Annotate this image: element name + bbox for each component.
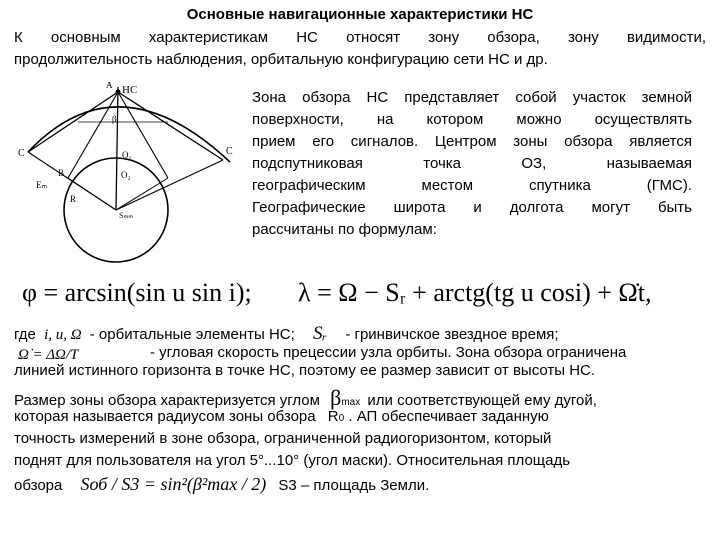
right-line-3: прием его сигналов. Центром зоны обзора является (252, 133, 692, 150)
label-r: R (70, 194, 77, 204)
inner-right (116, 178, 168, 210)
right-text-block (252, 87, 692, 241)
sr-text: - гринвичское звездное время; (345, 326, 559, 343)
r0-sub: 0 (338, 413, 345, 424)
label-b: В (58, 168, 65, 178)
label-c-right: С (226, 146, 233, 157)
label-c-left: С (18, 148, 25, 159)
lower-line-2: - угловая скорость прецессии узла орбиты. Зона обзора ограничена (150, 344, 627, 361)
label-beta: β (112, 114, 117, 124)
beta-sub: max (341, 397, 361, 408)
lower-line-8 (14, 474, 429, 495)
s3-text: S3 – площадь Земли. (278, 477, 430, 494)
sr-symbol: Sᵣ (312, 323, 328, 344)
intro-text-1: К основным характеристикам НС относят зону обзора, зону видимости, (14, 29, 706, 46)
where-label: где (14, 326, 36, 343)
right-line-7: рассчитаны по формулам: (252, 221, 437, 238)
tangent-right (118, 92, 223, 160)
lower-line-1 (14, 323, 559, 345)
label-s: Sₘₘ (119, 211, 134, 220)
line-left-b (68, 92, 118, 178)
obzora-label: обзора (14, 477, 63, 494)
right-line-6: Географические широта и долгота могут быть (252, 199, 692, 216)
right-line-2: поверхности, на котором можно осуществлять (252, 111, 692, 128)
orbit-symbols: i, u, Ω (44, 327, 82, 343)
page-title: Основные навигационные характеристики НС (186, 6, 534, 23)
satellite-point (116, 90, 121, 95)
right-line-5: географическим местом спутника (ГМС). (252, 177, 692, 194)
line4-start: Размер зоны обзора характеризуется углом (14, 392, 320, 409)
r0-symbol: R (327, 408, 339, 425)
area-formula: Sоб / S3 = sin²(β²max / 2) (80, 474, 267, 494)
label-o2: О₂ (121, 170, 131, 180)
lower-line-3: линией истинного горизонта в точке НС, поэтому ее размер зависит от высоты НС. (14, 362, 596, 379)
line5-start: которая называется радиусом зоны обзора (14, 408, 316, 425)
lower-line-6: точность измерений в зоне обзора, ограниченной радиогоризонтом, который (14, 430, 552, 447)
omega-dot: Ω̇ = ΔΩ/T (18, 347, 79, 363)
line4-end: или соответствующей ему дугой, (367, 392, 597, 409)
zone-diagram (18, 82, 250, 267)
radius-right (116, 160, 223, 210)
beta-symbol: β (330, 385, 342, 410)
intro-line-1 (14, 29, 706, 46)
vertical-axis (116, 87, 118, 210)
intro-line-2: продолжительность наблюдения, орбитальную конфигурацию сети НС и др. (14, 51, 548, 68)
formula-lambda: λ = Ω − Sᵣ + arctg(tg u cosi) + Ω̇t, (298, 278, 652, 307)
right-line-4: подспутниковая точка ОЗ, называемая (252, 155, 692, 172)
orbit-text: - орбитальные элементы НС; (89, 326, 295, 343)
label-o1: О₁ (122, 150, 132, 160)
label-a: А (106, 82, 113, 90)
lower-line-5 (14, 408, 549, 425)
formula-phi: φ = arcsin(sin u sin i); (22, 278, 252, 307)
label-e: Еₘ (36, 180, 48, 190)
label-ns: НС (122, 84, 138, 96)
line5-end: . АП обеспечивает заданную (348, 408, 549, 425)
lower-line-7: поднят для пользователя на угол 5°...10° (угол маски). Относительная площадь (14, 452, 571, 469)
right-line-1: Зона обзора НС представляет собой участок земной (252, 89, 692, 106)
